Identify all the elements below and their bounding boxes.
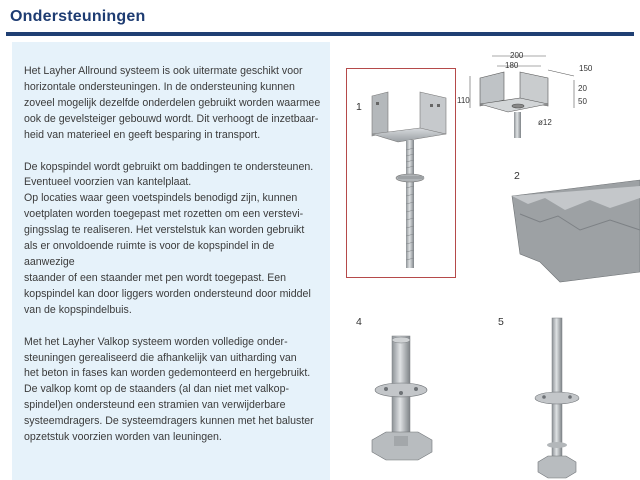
technical-drawing: [470, 56, 574, 138]
dim-hole: ø12: [538, 118, 552, 127]
paragraph-voetplaten: Op locaties waar geen voetspindels benodigd zijn, kunnen voetplaten worden toegepast met rozetten om een verstevi- gingsslag te realiseren. Het verstelstuk kan worden gebruikt als er onvoldoende ruimte is voor de kopspindel in de aanwezige staander of een staander met pen wordt toegepast. Een kopspindel kan door liggers worden ondersteund door middel van de kopspindelbuis.: [24, 192, 311, 316]
dim-width-outer: 200: [510, 51, 524, 60]
dim-height: 110: [457, 96, 470, 105]
product-5-spindle-rosette: [535, 318, 579, 478]
product-2-beam-section: [512, 180, 640, 282]
figure-label-1: 1: [356, 101, 362, 113]
paragraph-kopspindel: De kopspindel wordt gebruikt om baddingen te ondersteunen. Eventueel voorzien van kantelplaat.: [24, 160, 314, 189]
figure-label-5: 5: [498, 316, 504, 328]
figure-label-4: 4: [356, 316, 362, 328]
paragraph-intro: Het Layher Allround systeem is ook uitermate geschikt voor horizontale ondersteuningen. In de ondersteuning kunnen zoveel mogelijk dezelfde onderdelen gebruikt worden waarmee ook de gevelsteiger gebouwd wordt. Dit verhoogt de inzetbaar- heid van materieel en geeft besparing in transport.: [24, 65, 321, 141]
paragraph-valkop: Met het Layher Valkop systeem worden volledige onder- steuningen gerealiseerd die afhankelijk van uitharding van het beton in fases kan worden gedemonteerd en hergebruikt. De valkop komt op de staanders (al dan niet met valkop- spindel)en ondersteund een stramien van verwijderbare systeemdragers. De systeemdragers kunnen met het baluster opzetstuk voorzien worden van leuningen.: [24, 335, 314, 444]
dim-side: 50: [578, 97, 587, 106]
product-1-u-head-spindle: [372, 92, 446, 268]
dim-width-inner: 180: [505, 61, 519, 70]
product-4-base-plate-rosette: [372, 336, 432, 460]
figure-label-2: 2: [514, 170, 520, 182]
dim-flange: 20: [578, 84, 587, 93]
page-title: Ondersteuningen: [10, 8, 146, 25]
dim-depth: 150: [579, 64, 593, 73]
